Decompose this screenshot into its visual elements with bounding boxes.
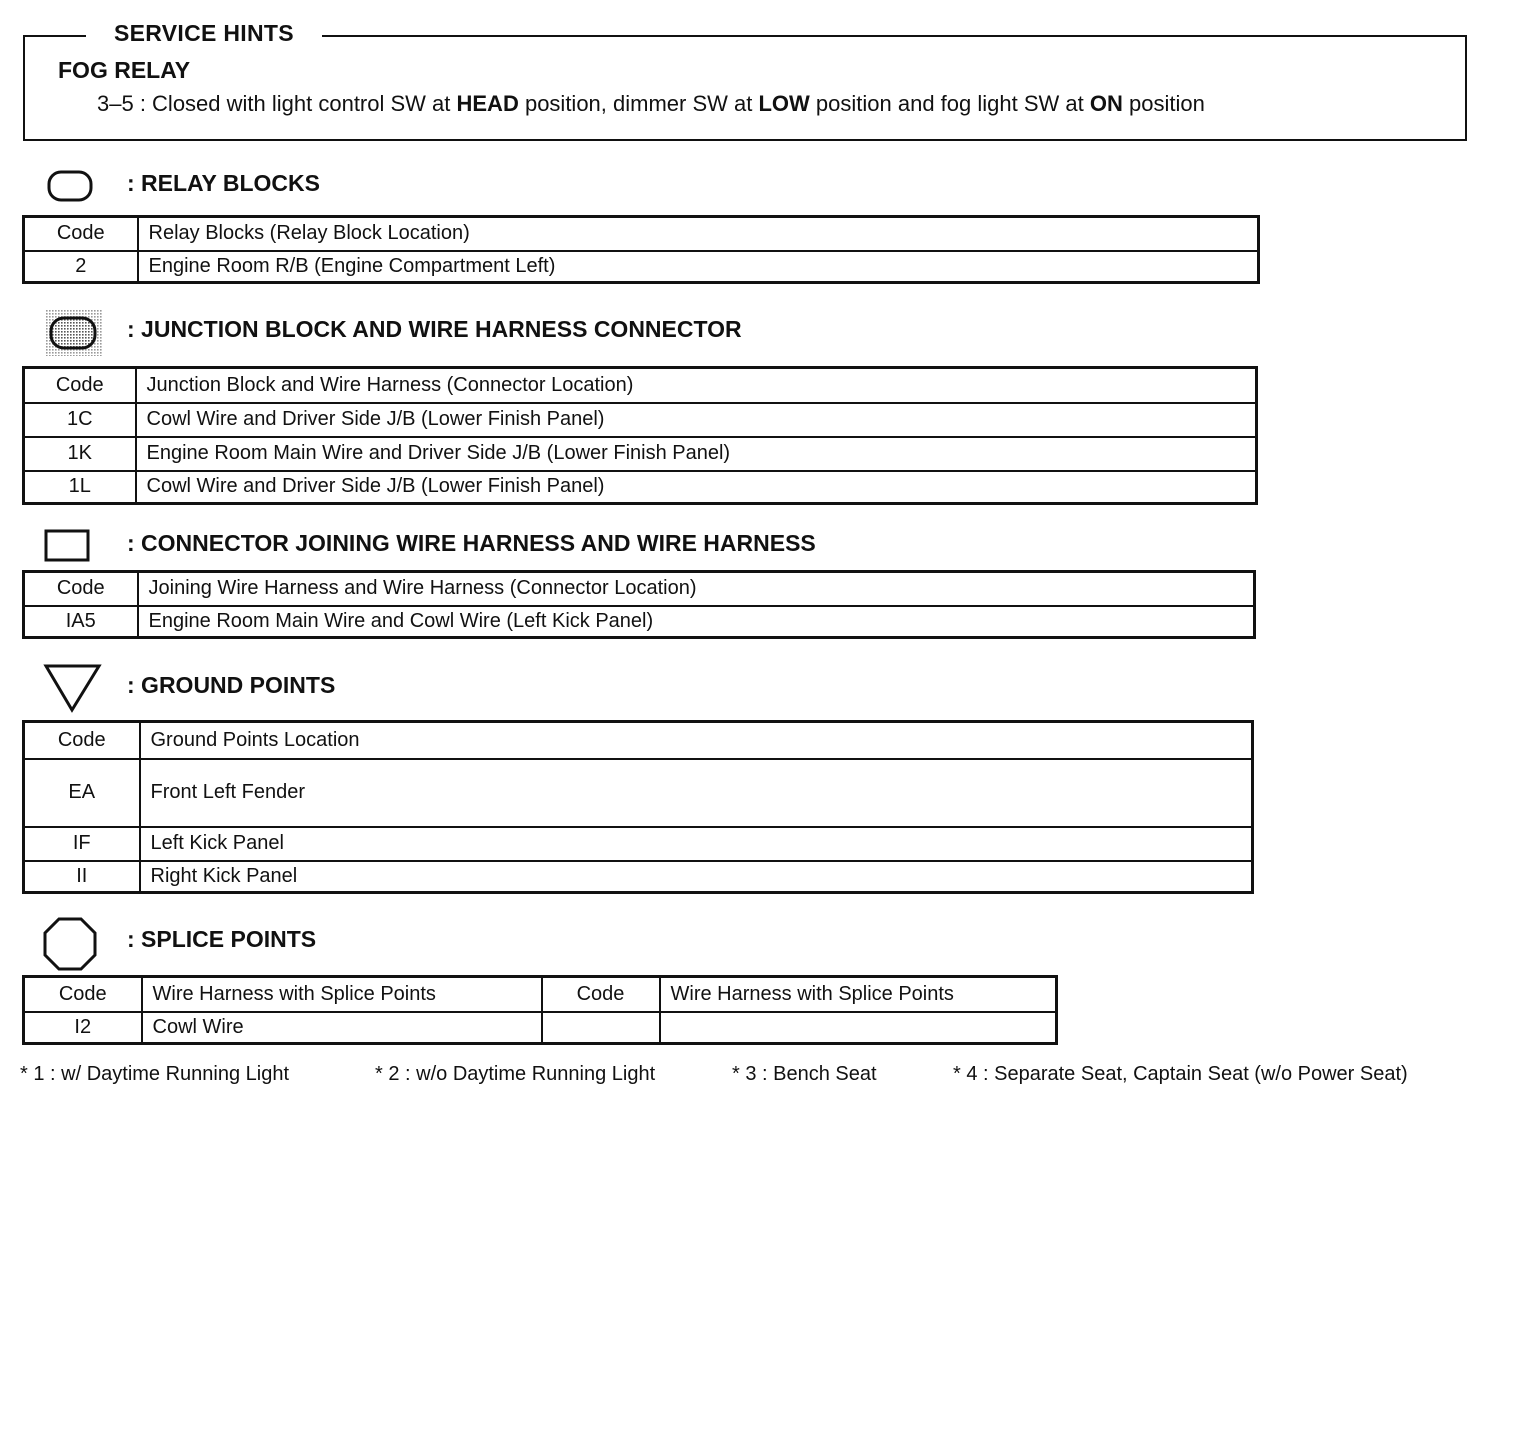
location-cell: Engine Room R/B (Engine Compartment Left): [138, 251, 1259, 283]
octagon-icon: [42, 916, 98, 972]
hint-text: 3–5 : Closed with light control SW at: [97, 91, 457, 116]
code-cell: II: [24, 861, 140, 893]
code-cell: I2: [24, 1012, 142, 1044]
footnote: * 3 : Bench Seat: [732, 1063, 877, 1085]
code-cell: 2: [24, 251, 138, 283]
table-row: [24, 437, 1257, 471]
shaded-rounded-rectangle-icon: [46, 310, 102, 356]
splice-points-table: [22, 975, 1058, 1045]
table-row: [24, 827, 1253, 861]
table-row: [24, 759, 1253, 827]
header-cell: Wire Harness with Splice Points: [660, 977, 1057, 1012]
header-cell: Relay Blocks (Relay Block Location): [138, 217, 1259, 251]
junction-blocks-title: : JUNCTION BLOCK AND WIRE HARNESS CONNECTOR: [127, 316, 742, 342]
harness-cell: [660, 1012, 1057, 1044]
relay-blocks-table: [22, 215, 1260, 284]
hint-low: LOW: [758, 91, 810, 116]
relay-blocks-title: : RELAY BLOCKS: [127, 170, 320, 196]
connectors-title: : CONNECTOR JOINING WIRE HARNESS AND WIRE HARNESS: [127, 530, 816, 556]
harness-cell: Cowl Wire: [142, 1012, 542, 1044]
location-cell: Right Kick Panel: [140, 861, 1253, 893]
connectors-table: [22, 570, 1256, 639]
header-cell: Code: [24, 217, 138, 251]
location-cell: Cowl Wire and Driver Side J/B (Lower Finish Panel): [136, 471, 1257, 504]
service-hints-title: SERVICE HINTS: [86, 20, 322, 47]
table-row: [24, 471, 1257, 504]
header-cell: Code: [24, 722, 140, 759]
location-cell: Cowl Wire and Driver Side J/B (Lower Finish Panel): [136, 403, 1257, 437]
header-cell: Junction Block and Wire Harness (Connector Location): [136, 368, 1257, 403]
code-cell: 1K: [24, 437, 136, 471]
ground-points-table: [22, 720, 1254, 894]
footnote: * 2 : w/o Daytime Running Light: [375, 1063, 656, 1085]
header-cell: Code: [24, 977, 142, 1012]
header-cell: Joining Wire Harness and Wire Harness (Connector Location): [138, 572, 1255, 606]
location-cell: Front Left Fender: [140, 759, 1253, 827]
fog-relay-heading: FOG RELAY: [58, 57, 191, 83]
down-triangle-icon: [42, 662, 104, 714]
footnote: * 4 : Separate Seat, Captain Seat (w/o Power Seat): [953, 1063, 1408, 1085]
table-header-row: [24, 722, 1253, 759]
table-row: [24, 861, 1253, 893]
table-header-row: [24, 368, 1257, 403]
hint-text: position: [1122, 91, 1205, 116]
ground-points-title: : GROUND POINTS: [127, 672, 336, 698]
location-cell: Left Kick Panel: [140, 827, 1253, 861]
table-row: [24, 403, 1257, 437]
code-cell: [542, 1012, 660, 1044]
code-cell: 1L: [24, 471, 136, 504]
header-cell: Code: [24, 368, 136, 403]
rectangle-icon: [44, 528, 92, 564]
hint-on: ON: [1089, 91, 1123, 116]
rounded-rectangle-icon: [46, 168, 96, 204]
service-hints-box: [23, 35, 1467, 141]
hint-text: position, dimmer SW at: [518, 91, 759, 116]
table-header-row: [24, 217, 1259, 251]
hint-text: position and fog light SW at: [809, 91, 1090, 116]
code-cell: EA: [24, 759, 140, 827]
header-cell: Code: [24, 572, 138, 606]
table-header-row: [24, 977, 1057, 1012]
code-cell: IF: [24, 827, 140, 861]
table-row: [24, 251, 1259, 283]
splice-points-title: : SPLICE POINTS: [127, 926, 317, 952]
table-row: [24, 1012, 1057, 1044]
table-row: [24, 606, 1255, 638]
code-cell: 1C: [24, 403, 136, 437]
location-cell: Engine Room Main Wire and Cowl Wire (Left Kick Panel): [138, 606, 1255, 638]
header-cell: Code: [542, 977, 660, 1012]
junction-blocks-table: [22, 366, 1258, 505]
header-cell: Wire Harness with Splice Points: [142, 977, 542, 1012]
location-cell: Engine Room Main Wire and Driver Side J/B (Lower Finish Panel): [136, 437, 1257, 471]
header-cell: Ground Points Location: [140, 722, 1253, 759]
hint-head: HEAD: [456, 91, 519, 116]
table-header-row: [24, 572, 1255, 606]
fog-relay-hint: [97, 91, 1205, 117]
footnote: * 1 : w/ Daytime Running Light: [20, 1063, 290, 1085]
code-cell: IA5: [24, 606, 138, 638]
